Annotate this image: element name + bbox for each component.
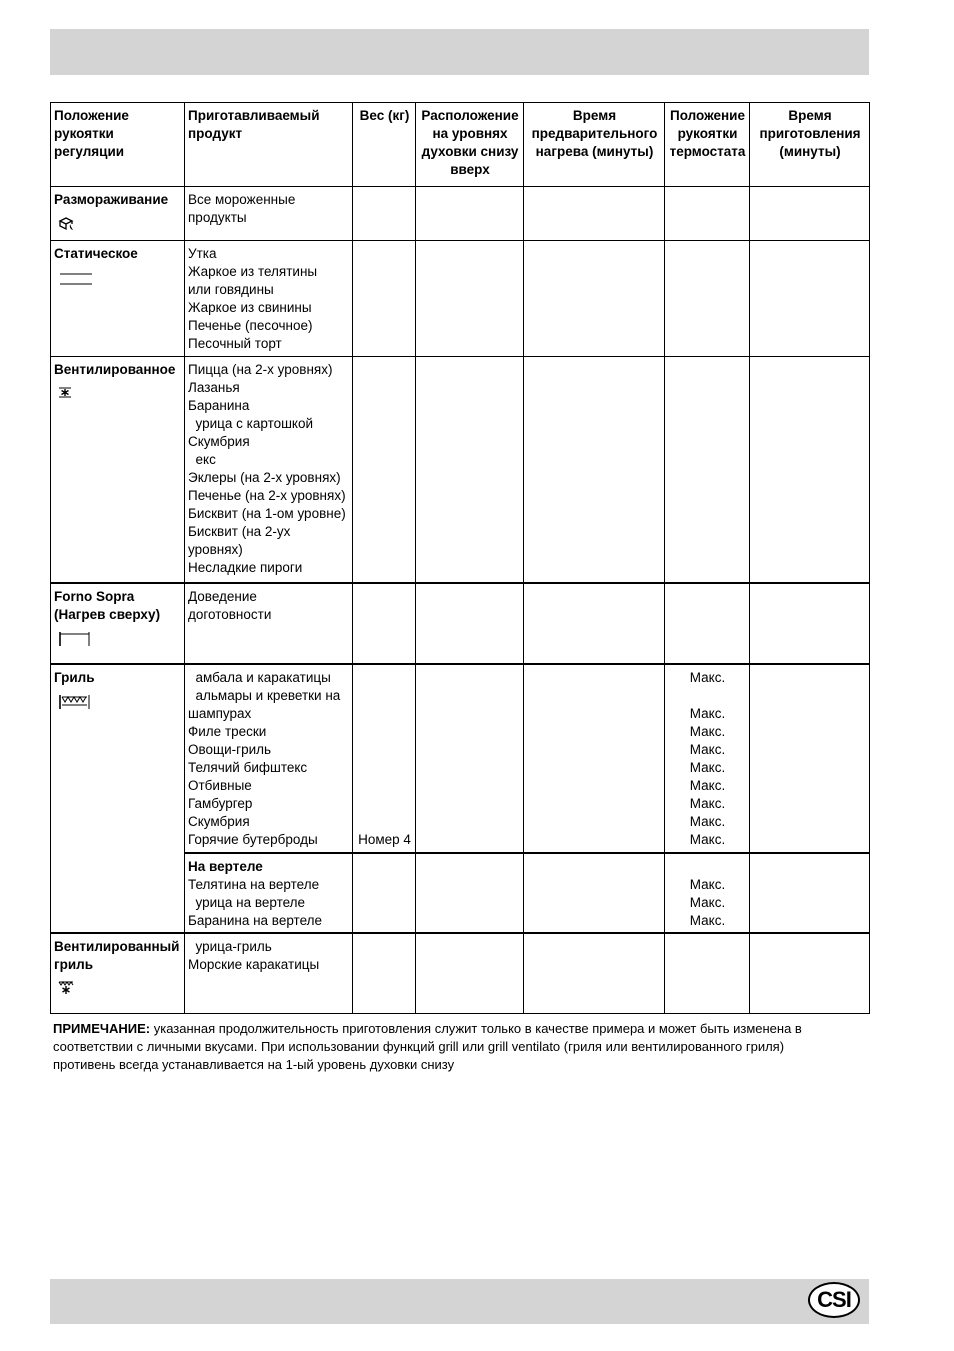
product-item: Доведение — [188, 588, 257, 604]
preheat-cell — [524, 933, 665, 1014]
mode-cell — [51, 583, 185, 664]
level-cell — [416, 357, 524, 583]
level-cell — [416, 241, 524, 357]
product-cell — [185, 241, 353, 357]
weight-cell — [353, 187, 416, 241]
product-item: Телятина на вертеле — [188, 876, 320, 892]
mode-cell — [51, 933, 185, 1014]
product-item: Горячие бутерброды — [188, 831, 318, 847]
weight-cell — [353, 933, 416, 1014]
preheat-cell — [524, 583, 665, 664]
cook-time-cell — [750, 357, 870, 583]
header-mode: Положение рукоятки регуляции — [51, 103, 185, 187]
weight-cell — [353, 583, 416, 664]
product-item: урица с картошкой — [188, 416, 314, 431]
preheat-cell — [524, 357, 665, 583]
product-item: Жаркое из свинины — [188, 300, 312, 315]
product-item: доготовности — [188, 606, 272, 622]
thermostat-cell — [665, 933, 750, 1014]
footnote-line: противень всегда устанавливается на 1-ый уровень духовки снизу — [53, 1057, 455, 1072]
footer-band — [50, 1279, 869, 1324]
thermostat-cell — [665, 357, 750, 583]
product-item: Бисквит (на 1-ом уровне) — [188, 506, 346, 521]
product-item: Пицца (на 2-х уровнях) — [188, 362, 333, 377]
preheat-cell — [524, 853, 665, 933]
product-item: Отбивные — [188, 777, 252, 793]
product-item: Скумбрия — [188, 434, 250, 449]
mode-name: (Нагрев сверху) — [54, 606, 161, 622]
thermostat-value: Макс. — [689, 759, 726, 775]
product-item: Овощи-гриль — [188, 741, 272, 757]
mode-cell — [51, 664, 185, 933]
mode-name: Гриль — [54, 669, 95, 685]
cook-time-cell — [750, 241, 870, 357]
thermostat-cell — [665, 241, 750, 357]
product-item: Печенье (песочное) — [188, 318, 313, 333]
cooking-table — [50, 102, 870, 1014]
weight-cell — [353, 664, 416, 853]
level-cell — [416, 933, 524, 1014]
table-row — [51, 583, 870, 664]
preheat-cell — [524, 241, 665, 357]
weight-cell — [353, 357, 416, 583]
thermostat-cell — [665, 664, 750, 853]
header-product: Приготавливаемый продукт — [185, 103, 353, 187]
level-cell — [416, 583, 524, 664]
cook-time-cell — [750, 664, 870, 853]
product-item: Телячий бифштекс — [188, 759, 308, 775]
footnote-line: соответствии с личными вкусами. При использовании функций grill или grill ventilato (гриля или вентилированного гриля) — [53, 1039, 785, 1054]
header-band — [50, 29, 869, 75]
fan-icon — [58, 385, 182, 403]
mode-name: Размораживание — [54, 192, 169, 207]
defrost-icon — [58, 215, 182, 233]
product-item: Печенье (на 2-х уровнях) — [188, 488, 346, 503]
thermostat-value: Макс. — [689, 723, 726, 739]
product-item: уровнях) — [188, 542, 243, 557]
thermostat-value: Макс. — [689, 777, 726, 793]
cook-time-cell — [750, 583, 870, 664]
product-item: Несладкие пироги — [188, 560, 303, 575]
product-item: Баранина на вертеле — [188, 912, 323, 928]
product-item: Филе трески — [188, 723, 267, 739]
product-item: Лазанья — [188, 380, 240, 395]
mode-name: Forno Sopra — [54, 588, 135, 604]
thermostat-value: Макс. — [689, 705, 726, 721]
grill-icon — [58, 693, 182, 711]
product-item: или говядины — [188, 282, 274, 297]
thermostat-value: Макс. — [689, 795, 726, 811]
table-row — [51, 187, 870, 241]
mode-name: Вентилированный — [54, 938, 180, 954]
thermostat-value: Макс. — [689, 669, 726, 685]
header-cook-time: Время приготовления (минуты) — [750, 103, 870, 187]
product-item: Морские каракатицы — [188, 956, 320, 972]
weight-cell — [353, 241, 416, 357]
table-row — [51, 664, 870, 853]
mode-name: гриль — [54, 956, 94, 972]
language-logo: CSI — [808, 1282, 860, 1318]
level-cell — [416, 187, 524, 241]
mode-cell — [51, 357, 185, 583]
table-header-row — [51, 103, 870, 187]
thermostat-cell — [665, 853, 750, 933]
product-item: Баранина — [188, 398, 250, 413]
preheat-cell — [524, 187, 665, 241]
cook-time-cell — [750, 853, 870, 933]
thermostat-cell — [665, 583, 750, 664]
product-item: Гамбургер — [188, 795, 253, 811]
product-item: екс — [188, 452, 216, 467]
thermostat-value: Макс. — [689, 876, 726, 892]
product-item: урица-гриль — [188, 938, 272, 954]
product-item: шампурах — [188, 705, 252, 721]
table-row — [51, 933, 870, 1014]
mode-name: Статическое — [54, 246, 138, 261]
footnote — [53, 1020, 863, 1074]
header-thermostat: Положение рукоятки термостата — [665, 103, 750, 187]
thermostat-value: Макс. — [689, 894, 726, 910]
level-cell — [416, 853, 524, 933]
weight-value: Номер 4 — [358, 831, 411, 847]
footnote-label: ПРИМЕЧАНИЕ: — [53, 1021, 151, 1036]
mode-cell — [51, 241, 185, 357]
footnote-text: указанная продолжительность приготовления служит только в качестве примера и может быть изменена в — [150, 1021, 802, 1036]
product-cell — [185, 583, 353, 664]
fan-grill-icon — [58, 980, 182, 998]
preheat-cell — [524, 664, 665, 853]
spit-title: На вертеле — [188, 858, 263, 874]
thermostat-value: Макс. — [689, 831, 726, 847]
product-item: амбала и каракатицы — [188, 669, 331, 685]
weight-cell — [353, 853, 416, 933]
product-item: Скумбрия — [188, 813, 250, 829]
mode-cell — [51, 187, 185, 241]
table-row — [51, 241, 870, 357]
cook-time-cell — [750, 933, 870, 1014]
thermostat-value: Макс. — [689, 741, 726, 757]
product-cell — [185, 664, 353, 853]
top-heat-icon — [58, 630, 182, 648]
product-cell — [185, 933, 353, 1014]
product-item: Жаркое из телятины — [188, 264, 318, 279]
static-heat-icon — [58, 269, 182, 287]
product-item: альмары и креветки на — [188, 687, 341, 703]
product-item: Песочный торт — [188, 336, 282, 351]
table-row — [51, 357, 870, 583]
header-weight: Вес (кг) — [353, 103, 416, 187]
product-item: Все мороженные — [188, 192, 296, 207]
mode-name: Вентилированное — [54, 362, 176, 377]
product-item: продукты — [188, 210, 247, 225]
thermostat-cell — [665, 187, 750, 241]
product-item: урица на вертеле — [188, 894, 306, 910]
thermostat-value: Макс. — [689, 912, 726, 928]
thermostat-value: Макс. — [689, 813, 726, 829]
level-cell — [416, 664, 524, 853]
product-item: Утка — [188, 246, 217, 261]
product-item: Эклеры (на 2-х уровнях) — [188, 470, 341, 485]
cook-time-cell — [750, 187, 870, 241]
header-preheat: Время предварительного нагрева (минуты) — [524, 103, 665, 187]
footnote-line — [53, 1020, 863, 1038]
product-cell — [185, 853, 353, 933]
product-cell — [185, 357, 353, 583]
product-item: Бисквит (на 2-ух — [188, 524, 291, 539]
header-level: Расположение на уровнях духовки снизу вверх — [416, 103, 524, 187]
product-cell — [185, 187, 353, 241]
